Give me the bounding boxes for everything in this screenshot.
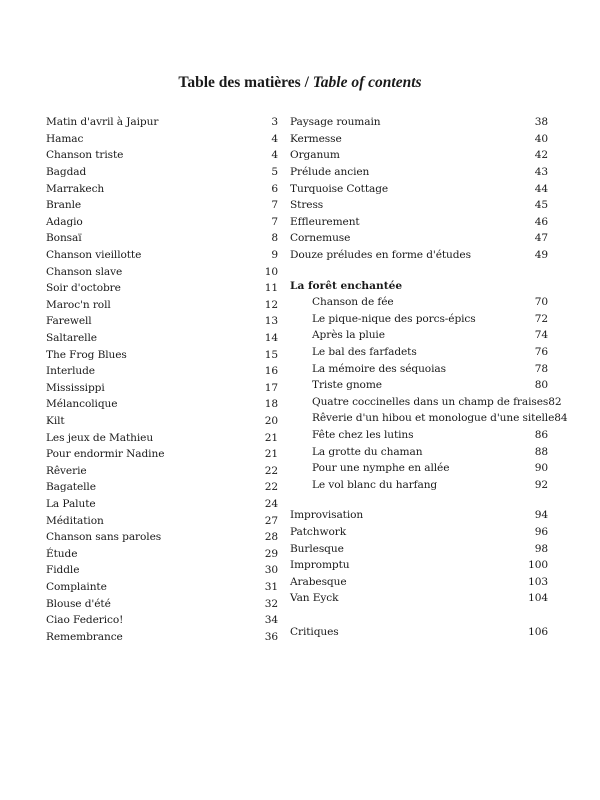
entry-title: La grotte du chaman (312, 445, 423, 458)
toc-entry[interactable] (46, 595, 278, 612)
entry-title: Turquoise Cottage (290, 182, 389, 195)
toc-entry[interactable] (290, 327, 548, 344)
entry-title: Farewell (46, 315, 92, 328)
toc-entry[interactable] (46, 197, 278, 214)
toc-entry[interactable] (290, 443, 548, 460)
toc-entry[interactable] (46, 297, 278, 314)
toc-entry[interactable] (290, 197, 548, 214)
entry-page: 16 (264, 365, 278, 378)
entry-title: Blouse d'été (46, 597, 111, 610)
entry-page: 22 (264, 481, 278, 494)
entry-title: Bagatelle (46, 481, 96, 494)
entry-page: 27 (264, 514, 278, 527)
entry-page: 32 (264, 597, 278, 610)
entry-page: 45 (534, 199, 548, 212)
spacer (290, 607, 548, 624)
entry-page: 5 (271, 166, 278, 179)
entry-title: Critiques (290, 625, 339, 638)
toc-entry[interactable] (290, 311, 548, 328)
entry-page: 7 (271, 199, 278, 212)
entry-page: 29 (264, 547, 278, 560)
entry-page: 40 (534, 132, 548, 145)
toc-left-column (46, 114, 278, 645)
entry-page: 7 (271, 215, 278, 228)
entry-page: 20 (264, 414, 278, 427)
toc-entry[interactable] (290, 394, 562, 411)
entry-page: 42 (534, 149, 548, 162)
entry-title: La mémoire des séquoias (312, 362, 446, 375)
entry-title: Branle (46, 199, 82, 212)
toc-entry[interactable] (290, 427, 548, 444)
entry-page: 104 (528, 592, 548, 605)
spacer (290, 263, 548, 277)
entry-title: Kilt (46, 414, 65, 427)
entry-title: Impromptu (290, 559, 350, 572)
toc-entry[interactable] (290, 460, 548, 477)
entry-title: Douze préludes en forme d'études (290, 249, 471, 262)
toc-entry[interactable] (290, 507, 548, 524)
entry-title: Arabesque (290, 575, 347, 588)
toc-entry[interactable] (290, 247, 548, 264)
entry-title: Complainte (46, 580, 107, 593)
toc-entry[interactable] (290, 114, 548, 131)
toc-entry[interactable] (46, 346, 278, 363)
entry-title: Saltarelle (46, 332, 97, 345)
entry-title: Cornemuse (290, 232, 351, 245)
entry-page: 11 (264, 282, 278, 295)
entry-page: 17 (264, 381, 278, 394)
entry-page: 88 (534, 445, 548, 458)
entry-title: Après la pluie (312, 329, 385, 342)
entry-page: 47 (534, 232, 548, 245)
entry-title: Les jeux de Mathieu (46, 431, 154, 444)
entry-page: 38 (534, 116, 548, 129)
entry-title: Bonsaï (46, 232, 82, 245)
entry-title: Triste gnome (312, 379, 382, 392)
entry-title: Improvisation (290, 509, 364, 522)
entry-page: 46 (534, 215, 548, 228)
entry-page: 78 (534, 362, 548, 375)
toc-right-column (290, 114, 568, 640)
entry-title: Chanson de fée (312, 296, 394, 309)
toc-entry[interactable] (46, 180, 278, 197)
toc-entry[interactable] (46, 247, 278, 264)
entry-page: 18 (264, 398, 278, 411)
entry-page: 10 (264, 265, 278, 278)
entry-title: Hamac (46, 132, 84, 145)
entry-title: Mississippi (46, 381, 105, 394)
entry-title: La Palute (46, 497, 96, 510)
entry-page: 94 (534, 509, 548, 522)
entry-title: Mélancolique (46, 398, 118, 411)
toc-entry[interactable] (46, 380, 278, 397)
toc-entry[interactable] (46, 628, 278, 645)
entry-page: 106 (528, 625, 548, 638)
entry-title: Van Eyck (290, 592, 339, 605)
entry-title: Le pique-nique des porcs-épics (312, 312, 476, 325)
entry-page: 49 (534, 249, 548, 262)
entry-title: Le vol blanc du harfang (312, 478, 438, 491)
toc-entry[interactable] (46, 131, 278, 148)
entry-title: Pour une nymphe en allée (312, 462, 450, 475)
toc-entry[interactable] (46, 313, 278, 330)
entry-title: Paysage roumain (290, 116, 381, 129)
toc-entry[interactable] (46, 114, 278, 131)
entry-title: Ciao Federico! (46, 614, 124, 627)
toc-entry[interactable] (290, 230, 548, 247)
entry-page: 31 (264, 580, 278, 593)
entry-title: Remembrance (46, 630, 123, 643)
toc-entry[interactable] (290, 557, 548, 574)
toc-entry[interactable] (290, 344, 548, 361)
entry-page: 72 (534, 312, 548, 325)
toc-entry[interactable] (290, 410, 568, 427)
entry-page: 36 (264, 630, 278, 643)
entry-title: Interlude (46, 365, 95, 378)
entry-page: 30 (264, 564, 278, 577)
entry-page: 24 (264, 497, 278, 510)
entry-title: Le bal des farfadets (312, 346, 417, 359)
toc-entry[interactable] (46, 562, 278, 579)
toc-entry[interactable] (290, 623, 548, 640)
entry-page: 4 (271, 149, 278, 162)
entry-page: 76 (534, 346, 548, 359)
title-french: Table des matières / (178, 74, 313, 91)
entry-title: Pour endormir Nadine (46, 448, 165, 461)
entry-page: 74 (534, 329, 548, 342)
toc-entry[interactable] (290, 164, 548, 181)
page-title (0, 74, 600, 92)
toc-entry[interactable] (46, 479, 278, 496)
entry-title: Burlesque (290, 542, 344, 555)
toc-entry[interactable] (46, 413, 278, 430)
toc-entry[interactable] (290, 147, 548, 164)
entry-title: Maroc'n roll (46, 298, 111, 311)
entry-page: 14 (264, 332, 278, 345)
entry-page: 13 (264, 315, 278, 328)
entry-page: 21 (264, 431, 278, 444)
toc-entry[interactable] (290, 294, 548, 311)
entry-title: Rêverie (46, 464, 87, 477)
entry-title: Organum (290, 149, 340, 162)
toc-entry[interactable] (290, 590, 548, 607)
entry-title: Chanson vieillotte (46, 249, 142, 262)
entry-page: 4 (271, 132, 278, 145)
entry-title: Étude (46, 547, 78, 560)
entry-title: Fiddle (46, 564, 80, 577)
entry-title: Patchwork (290, 525, 347, 538)
entry-page: 96 (534, 525, 548, 538)
toc-entry[interactable] (46, 214, 278, 231)
entry-title: Méditation (46, 514, 104, 527)
toc-entry[interactable] (290, 377, 548, 394)
entry-page: 103 (528, 575, 548, 588)
entry-page: 15 (264, 348, 278, 361)
toc-entry[interactable] (290, 360, 548, 377)
entry-title: Matin d'avril à Jaipur (46, 116, 159, 129)
toc-entry[interactable] (46, 396, 278, 413)
toc-entry[interactable] (290, 180, 548, 197)
toc-entry[interactable] (46, 230, 278, 247)
toc-entry[interactable] (46, 529, 278, 546)
entry-page: 43 (534, 166, 548, 179)
toc-entry[interactable] (46, 579, 278, 596)
entry-title: The Frog Blues (46, 348, 127, 361)
entry-title: Kermesse (290, 132, 342, 145)
toc-entry[interactable] (290, 214, 548, 231)
toc-entry[interactable] (46, 263, 278, 280)
toc-entry[interactable] (46, 512, 278, 529)
toc-entry[interactable] (46, 147, 278, 164)
entry-title: Effleurement (290, 215, 360, 228)
entry-title: Chanson triste (46, 149, 124, 162)
entry-title: Soir d'octobre (46, 282, 121, 295)
entry-page: 70 (534, 296, 548, 309)
entry-title: Quatre coccinelles dans un champ de fraises (312, 395, 549, 408)
entry-title: Chanson sans paroles (46, 531, 162, 544)
toc-entry[interactable] (46, 462, 278, 479)
entry-page: 3 (271, 116, 278, 129)
entry-page: 34 (264, 614, 278, 627)
toc-entry[interactable] (46, 280, 278, 297)
entry-title: Fête chez les lutins (312, 428, 414, 441)
entry-title: Bagdad (46, 166, 87, 179)
entry-page: 100 (528, 559, 548, 572)
toc-entry[interactable] (46, 496, 278, 513)
toc-entry[interactable] (290, 524, 548, 541)
entry-page: 90 (534, 462, 548, 475)
entry-page: 84 (554, 412, 568, 425)
entry-page: 86 (534, 428, 548, 441)
entry-page: 12 (264, 298, 278, 311)
entry-title: Chanson slave (46, 265, 123, 278)
toc-entry[interactable] (46, 330, 278, 347)
entry-page: 82 (548, 395, 562, 408)
toc-entry[interactable] (290, 573, 548, 590)
toc-entry[interactable] (46, 429, 278, 446)
toc-entry[interactable] (290, 540, 548, 557)
entry-page: 92 (534, 478, 548, 491)
entry-title: Rêverie d'un hibou et monologue d'une sitelle (312, 412, 555, 425)
entry-page: 6 (271, 182, 278, 195)
entry-title: Adagio (46, 215, 83, 228)
toc-entry[interactable] (46, 446, 278, 463)
entry-page: 28 (264, 531, 278, 544)
entry-page: 8 (271, 232, 278, 245)
toc-entry[interactable] (46, 612, 278, 629)
entry-page: 9 (271, 249, 278, 262)
toc-entry[interactable] (46, 545, 278, 562)
entry-page: 44 (534, 182, 548, 195)
spacer (290, 493, 548, 507)
toc-entry[interactable] (290, 476, 548, 493)
title-english: Table of contents (312, 74, 422, 91)
entry-page: 98 (534, 542, 548, 555)
entry-page: 21 (264, 448, 278, 461)
entry-title: Marrakech (46, 182, 105, 195)
toc-entry[interactable] (46, 363, 278, 380)
entry-page: 22 (264, 464, 278, 477)
toc-entry[interactable] (290, 131, 548, 148)
toc-entry[interactable] (46, 164, 278, 181)
entry-title: Prélude ancien (290, 166, 370, 179)
section-heading: La forêt enchantée (290, 279, 403, 292)
entry-page: 80 (534, 379, 548, 392)
entry-title: Stress (290, 199, 324, 212)
